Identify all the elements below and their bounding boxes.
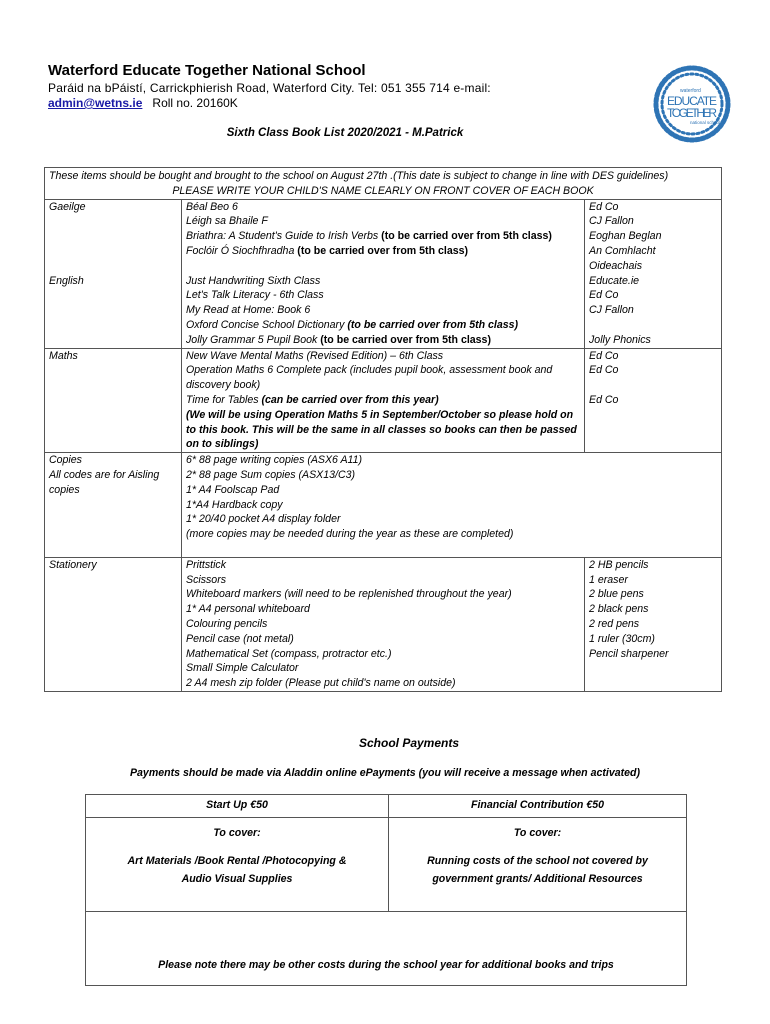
stationery-item: 1 eraser — [589, 573, 628, 586]
publisher-item: Ed Co — [589, 364, 619, 377]
startup-items: Art Materials /Book Rental /Photocopying & Audio Visual Supplies — [127, 855, 347, 885]
subject-copies — [45, 453, 182, 558]
copy-item: 1* A4 Foolscap Pad — [186, 483, 280, 496]
carry-over-note: (to be carried over from 5th class) — [381, 230, 552, 243]
stationery-item: 1 ruler (30cm) — [589, 632, 655, 645]
publishers-maths — [585, 348, 722, 453]
copy-item: 1*A4 Hardback copy — [186, 498, 283, 511]
book-item — [186, 333, 580, 348]
publishers-english — [585, 274, 722, 348]
publisher-item: CJ Fallon — [589, 304, 634, 317]
payments-title: School Payments — [358, 736, 460, 750]
items-stationery — [182, 557, 585, 691]
logo-top-word: waterford — [680, 88, 701, 94]
items-copies — [182, 453, 722, 558]
book-item — [186, 229, 580, 244]
startup-body — [86, 818, 389, 912]
stationery-item: Whiteboard markers (will need to be replenished throughout the year) — [186, 588, 512, 601]
stationery-item: 2 red pens — [589, 617, 640, 630]
logo-word-educate: EDUCATE — [667, 94, 717, 108]
subject-label: Gaeilge — [49, 200, 86, 213]
email-link[interactable]: admin@wetns.ie — [48, 96, 143, 110]
subject-label: Copies — [49, 454, 82, 467]
stationery-item: Small Simple Calculator — [186, 662, 299, 675]
book-item: Let's Talk Literacy - 6th Class — [186, 289, 324, 302]
subject-label: English — [49, 274, 84, 287]
carry-over-note: (to be carried over from 5th class) — [347, 318, 519, 331]
section-gaeilge — [45, 199, 722, 273]
logo-word-together: TOGETHER — [667, 106, 717, 120]
intro-text: These items should be bought and brought to the school on August 27th .(This date is subject to change in line with DES guidelines) — [49, 170, 669, 182]
stationery-item: Pencil sharpener — [589, 647, 669, 660]
section-english — [45, 274, 722, 348]
section-maths — [45, 348, 722, 453]
publisher-item: An Comhlacht — [589, 244, 656, 257]
stationery-item: 2 black pens — [589, 603, 649, 616]
section-stationery — [45, 557, 722, 691]
roll-number: Roll no. 20160K — [152, 96, 238, 110]
book-item: My Read at Home: Book 6 — [186, 304, 311, 317]
publisher-item: Eoghan Beglan — [589, 230, 662, 243]
carry-over-note: (can be carried over from this year) — [261, 393, 439, 406]
stationery-item: 2 blue pens — [589, 588, 644, 601]
intro-row — [45, 168, 722, 200]
payments-note: Payments should be made via Aladdin online ePayments (you will receive a message when activated) — [129, 767, 641, 779]
copy-item: 6* 88 page writing copies (ASX6 A11) — [186, 454, 363, 467]
startup-cover: To cover: — [213, 827, 261, 839]
stationery-item: Prittstick — [186, 558, 227, 571]
book-title: Foclóir Ó Siochfhradha — [186, 244, 295, 257]
copy-item: (more copies may be needed during the year as these are completed) — [186, 528, 514, 541]
copy-item: 2* 88 page Sum copies (ASX13/C3) — [186, 468, 356, 481]
carry-over-note: (to be carried over from 5th class) — [320, 333, 491, 346]
contribution-head: Financial Contribution €50 — [389, 795, 687, 818]
books-gaeilge — [182, 199, 585, 273]
book-list-table — [44, 167, 722, 692]
subject-label: Stationery — [49, 558, 97, 571]
publisher-item: Educate.ie — [589, 274, 640, 287]
book-item: Operation Maths 6 Complete pack (includes pupil book, assessment book and discovery book) — [186, 364, 553, 392]
carry-over-note: (to be carried over from 5th class) — [297, 244, 469, 257]
contact-line — [48, 96, 238, 110]
school-name: Waterford Educate Together National School — [48, 62, 366, 79]
book-item — [186, 393, 580, 408]
subject-sub-label: All codes are for Aisling copies — [49, 468, 160, 496]
subject-english — [45, 274, 182, 348]
publisher-item: CJ Fallon — [589, 215, 634, 228]
payments-row-body — [86, 818, 687, 912]
subject-label: Maths — [49, 349, 78, 362]
publisher-item: Ed Co — [589, 393, 619, 406]
book-title: Time for Tables — [186, 393, 259, 406]
subject-gaeilge — [45, 199, 182, 273]
stationery-item: 1* A4 personal whiteboard — [186, 603, 310, 616]
copy-item: 1* 20/40 pocket A4 display folder — [186, 513, 341, 526]
publishers-gaeilge — [585, 199, 722, 273]
contribution-cover: To cover: — [513, 827, 562, 839]
stationery-item: 2 HB pencils — [589, 558, 649, 571]
book-title: Oxford Concise School Dictionary — [186, 318, 345, 331]
name-instruction: PLEASE WRITE YOUR CHILD'S NAME CLEARLY ON FRONT COVER OF EACH BOOK — [172, 184, 594, 197]
book-item — [186, 244, 580, 259]
stationery-item: Colouring pencils — [186, 617, 268, 630]
school-address: Paráid na bPáistí, Carrickphierish Road, Waterford City. Tel: 051 355 714 e-mail: — [48, 81, 491, 95]
stationery-item: Scissors — [186, 573, 227, 586]
subject-stationery — [45, 557, 182, 691]
maths-note: (We will be using Operation Maths 5 in September/October so please hold on to this book. This will be the same in all classes so books can then be passed on to siblings) — [186, 408, 577, 451]
publisher-item: Oideachais — [589, 259, 642, 272]
publisher-item: Ed Co — [589, 349, 619, 362]
book-list-title: Sixth Class Book List 2020/2021 - M.Patrick — [226, 127, 464, 139]
logo-word-school: national school — [689, 120, 721, 125]
book-title: Jolly Grammar 5 Pupil Book — [186, 333, 318, 346]
stationery-item: Mathematical Set (compass, protractor etc.) — [186, 647, 392, 660]
book-item — [186, 318, 580, 333]
books-maths — [182, 348, 585, 453]
contribution-items: Running costs of the school not covered by government grants/ Additional Resources — [427, 855, 648, 885]
contribution-body — [389, 818, 687, 912]
book-item: Just Handwriting Sixth Class — [186, 274, 321, 287]
publisher-item: Ed Co — [589, 200, 619, 213]
payments-footer: Please note there may be other costs during the school year for additional books and trips — [86, 912, 687, 986]
book-item: New Wave Mental Maths (Revised Edition) – 6th Class — [186, 349, 444, 362]
payments-row-head — [86, 795, 687, 818]
stationery-item: 2 A4 mesh zip folder (Please put child's name on outside) — [186, 677, 456, 690]
book-item: Béal Beo 6 — [186, 200, 238, 213]
school-logo — [650, 62, 734, 146]
book-title: Briathra: A Student's Guide to Irish Verbs — [186, 230, 379, 243]
stationery-item: Pencil case (not metal) — [186, 632, 294, 645]
intro-cell — [45, 168, 722, 200]
payments-table — [85, 794, 687, 986]
publisher-item: Jolly Phonics — [589, 333, 651, 346]
book-item: Léigh sa Bhaile F — [186, 215, 268, 228]
items-stationery-right — [585, 557, 722, 691]
payments-row-footer — [86, 912, 687, 986]
subject-maths — [45, 348, 182, 453]
books-english — [182, 274, 585, 348]
startup-head: Start Up €50 — [86, 795, 389, 818]
publisher-item: Ed Co — [589, 289, 619, 302]
section-copies — [45, 453, 722, 558]
